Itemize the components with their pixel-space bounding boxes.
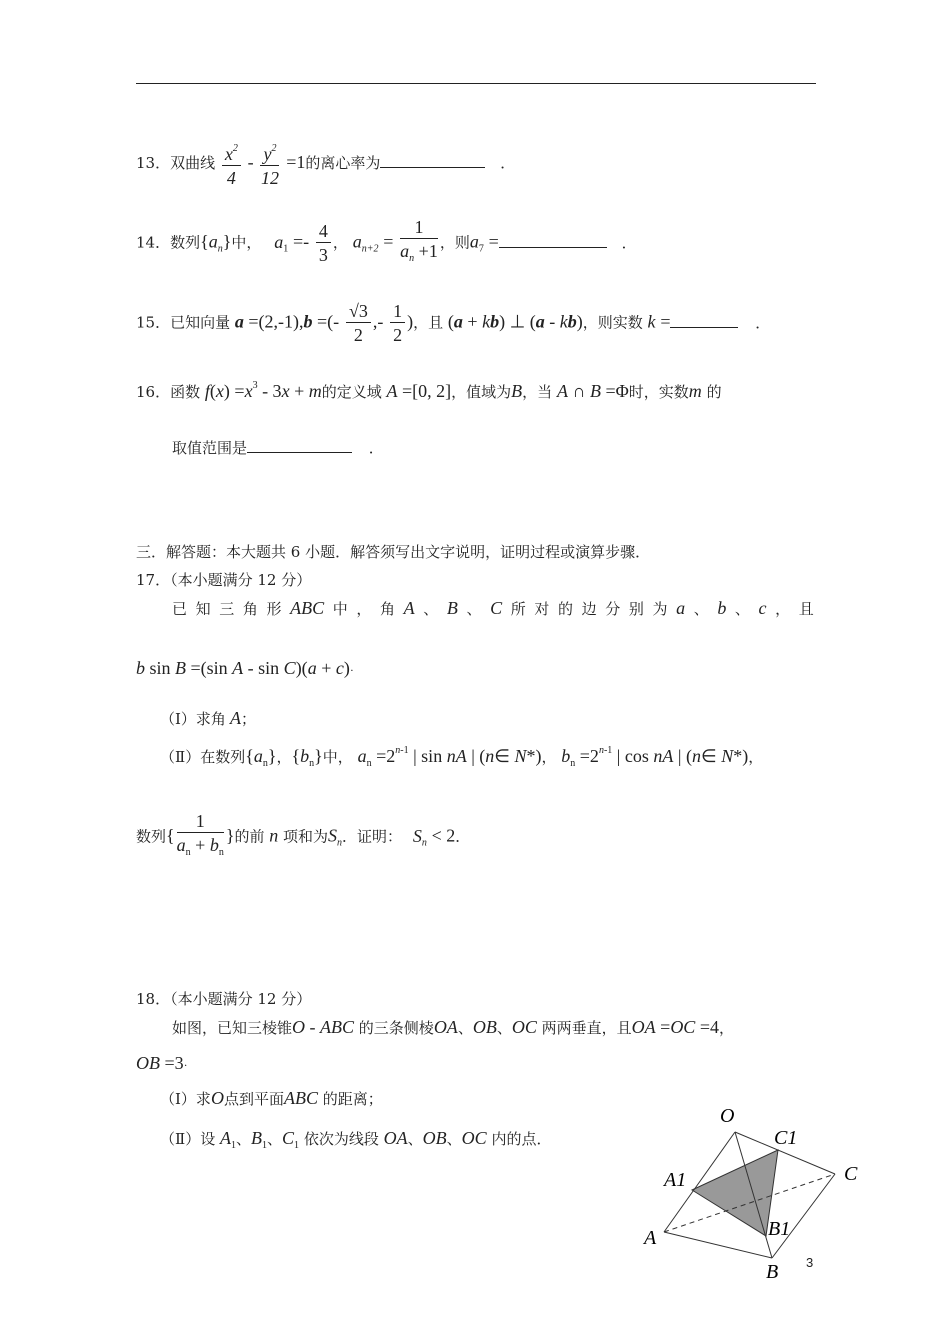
label-C: C: [844, 1163, 858, 1185]
question-18-heading: 18．（本小题满分 12 分）: [136, 990, 312, 1008]
answer-blank: [670, 313, 738, 328]
label-O: O: [720, 1105, 735, 1127]
question-16: 16．函数 $f(x) =x^3 - 3x + m$的定义域 A =[0, 2]，值域为B，当 A ∩ B =Φ时，实数m 的: [136, 380, 722, 401]
question-17-heading: 17．（本小题满分 12 分）: [136, 571, 312, 589]
question-13: 13．双曲线 $\frac{x^2}{4}$ - $\frac{y^2}{12}$ =1的离心率为 ．: [136, 138, 515, 190]
page-number: 3: [806, 1255, 814, 1270]
question-18-line2: OB =3·: [136, 1053, 188, 1073]
question-17-line4: 数列{ $\frac{1}{a_n + b_n}$ }的前 n 项和为$S_n$．证明： $S_n < 2$．: [136, 811, 471, 858]
label-B1: B1: [768, 1218, 791, 1240]
question-18-part2: （Ⅱ）设 $A_1$、$B_1$、$C_1$ 依次为线段 OA、OB、OC 内的点．: [160, 1128, 552, 1151]
question-18-line1: 如图，已知三棱锥O - ABC 的三条侧棱OA、OB、OC 两两垂直，且OA =OC =4，: [172, 1017, 734, 1037]
pyramid-figure: [640, 1098, 870, 1290]
answer-blank: [499, 233, 607, 248]
question-14: 14．数列$\{a_n\}$中， $a_1$ =- $\frac{4}{3}$ ， $a_{n+2}$ = $\frac{1}{a_n +1}$ ，则$a_7$ = ．: [136, 217, 637, 265]
question-18-part1: （Ⅰ）求O点到平面ABC 的距离；: [160, 1088, 383, 1108]
answer-blank: [380, 153, 485, 168]
answer-blank: [247, 438, 352, 453]
question-17-equation: b sin B =(sin A - sin C)(a + c)·: [136, 658, 354, 678]
label-C1: C1: [774, 1127, 798, 1149]
question-17-line1: 已 知 三 角 形 ABC 中 ， 角 A 、 B 、 C 所 对 的 边 分 别 为 a 、 b 、 c ， 且: [172, 598, 814, 618]
question-17-part1: （Ⅰ）求角 A；: [160, 708, 256, 728]
label-B: B: [766, 1261, 779, 1283]
label-A1: A1: [664, 1169, 687, 1191]
question-15: 15．已知向量 a =(2,-1),b =(- $\frac{√3}{2}$ ,- $\frac{1}{2}$ )，且 (a + kb) ⊥ (a - kb)，则实数 k = ．: [136, 301, 771, 345]
question-16-line2: 取值范围是 ．: [172, 439, 384, 457]
top-rule: [136, 83, 816, 84]
section-heading: 三．解答题：本大题共 6 小题．解答须写出文字说明，证明过程或演算步骤．: [136, 543, 651, 561]
shaded-triangle: [692, 1150, 778, 1236]
question-17-part2: （Ⅱ）在数列$\{a_n\}$，$\{b_n\}$中， $a_n =2^{n-1}$ | sin nA | (n∈ N*)， $b_n =2^{n-1}$ | cos nA | (n∈ N*)，: [160, 745, 764, 769]
label-A: A: [644, 1227, 657, 1249]
